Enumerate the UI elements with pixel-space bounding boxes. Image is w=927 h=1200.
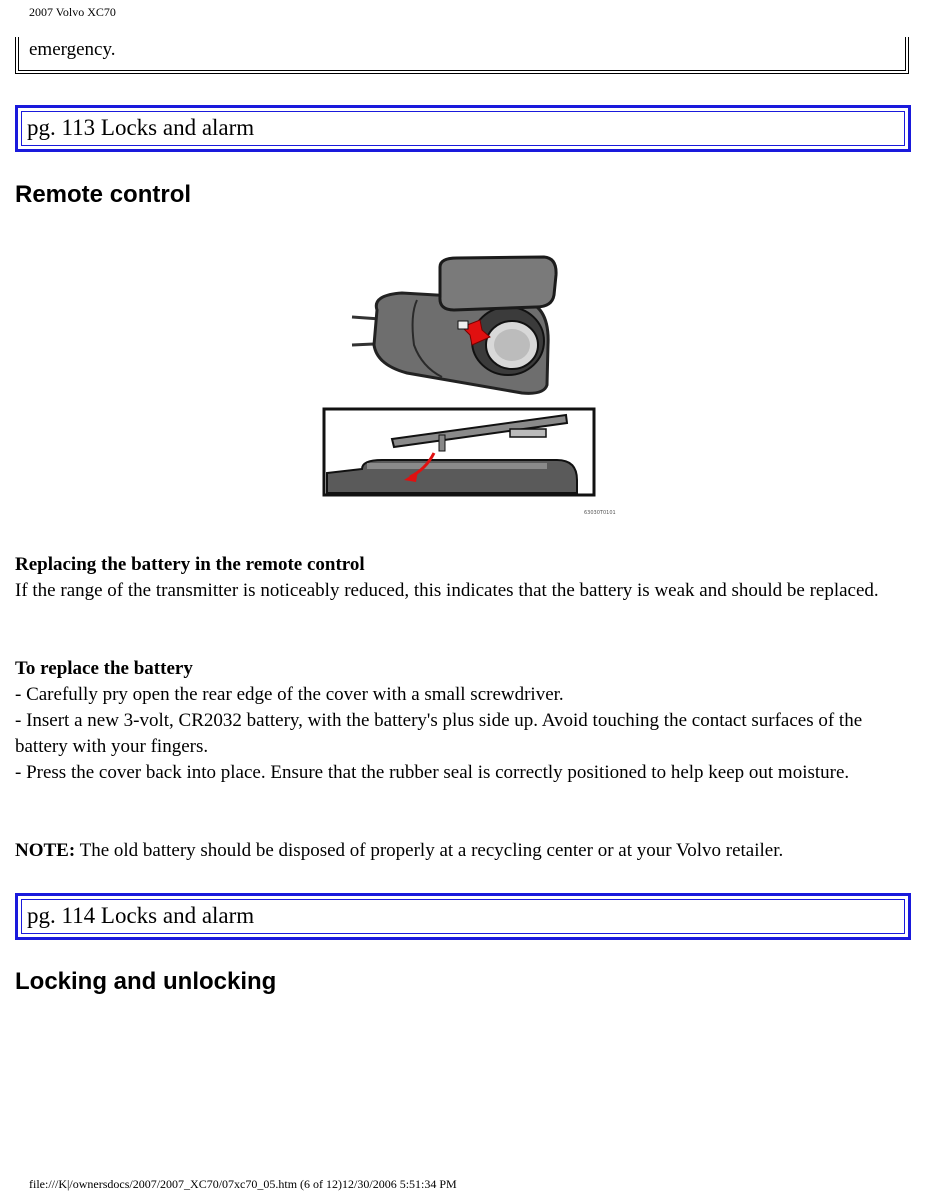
document-title: 2007 Volvo XC70 (29, 5, 116, 19)
remote-control-heading: Remote control (15, 181, 192, 208)
replacing-battery-subheading: Replacing the battery in the remote control (15, 554, 365, 575)
note-text: The old battery should be disposed of properly at a recycling center or at your Volvo retailer. (75, 840, 784, 861)
note-label: NOTE: (15, 840, 76, 861)
step-item: - Press the cover back into place. Ensure that the rubber seal is correctly positioned to help keep out moisture. (15, 762, 850, 783)
to-replace-subheading: To replace the battery (15, 658, 193, 679)
step-item: - Insert a new 3-volt, CR2032 battery, with the battery's plus side up. Avoid touching the contact surfaces of the battery with your fingers. (15, 710, 863, 757)
page-114-label: pg. 114 Locks and alarm (21, 899, 905, 934)
replace-steps-section (15, 656, 915, 786)
page-113-label: pg. 113 Locks and alarm (21, 111, 905, 146)
range-paragraph: If the range of the transmitter is noticeably reduced, this indicates that the battery is weak and should be replaced. (15, 580, 879, 601)
page-113-header (15, 105, 911, 152)
previous-section-box (15, 37, 909, 74)
page-114-header (15, 893, 911, 940)
locking-unlocking-heading: Locking and unlocking (15, 968, 277, 995)
figure-code: 63030T0101 (584, 510, 616, 516)
battery-section (15, 552, 915, 604)
previous-section-text: emergency. (29, 39, 116, 60)
note-paragraph (15, 838, 915, 864)
step-item: - Carefully pry open the rear edge of the cover with a small screwdriver. (15, 684, 564, 705)
file-path-footer: file:///K|/ownersdocs/2007/2007_XC70/07xc70_05.htm (6 of 12)12/30/2006 5:51:34 PM (29, 1177, 457, 1191)
remote-control-battery-illustration (322, 255, 627, 517)
